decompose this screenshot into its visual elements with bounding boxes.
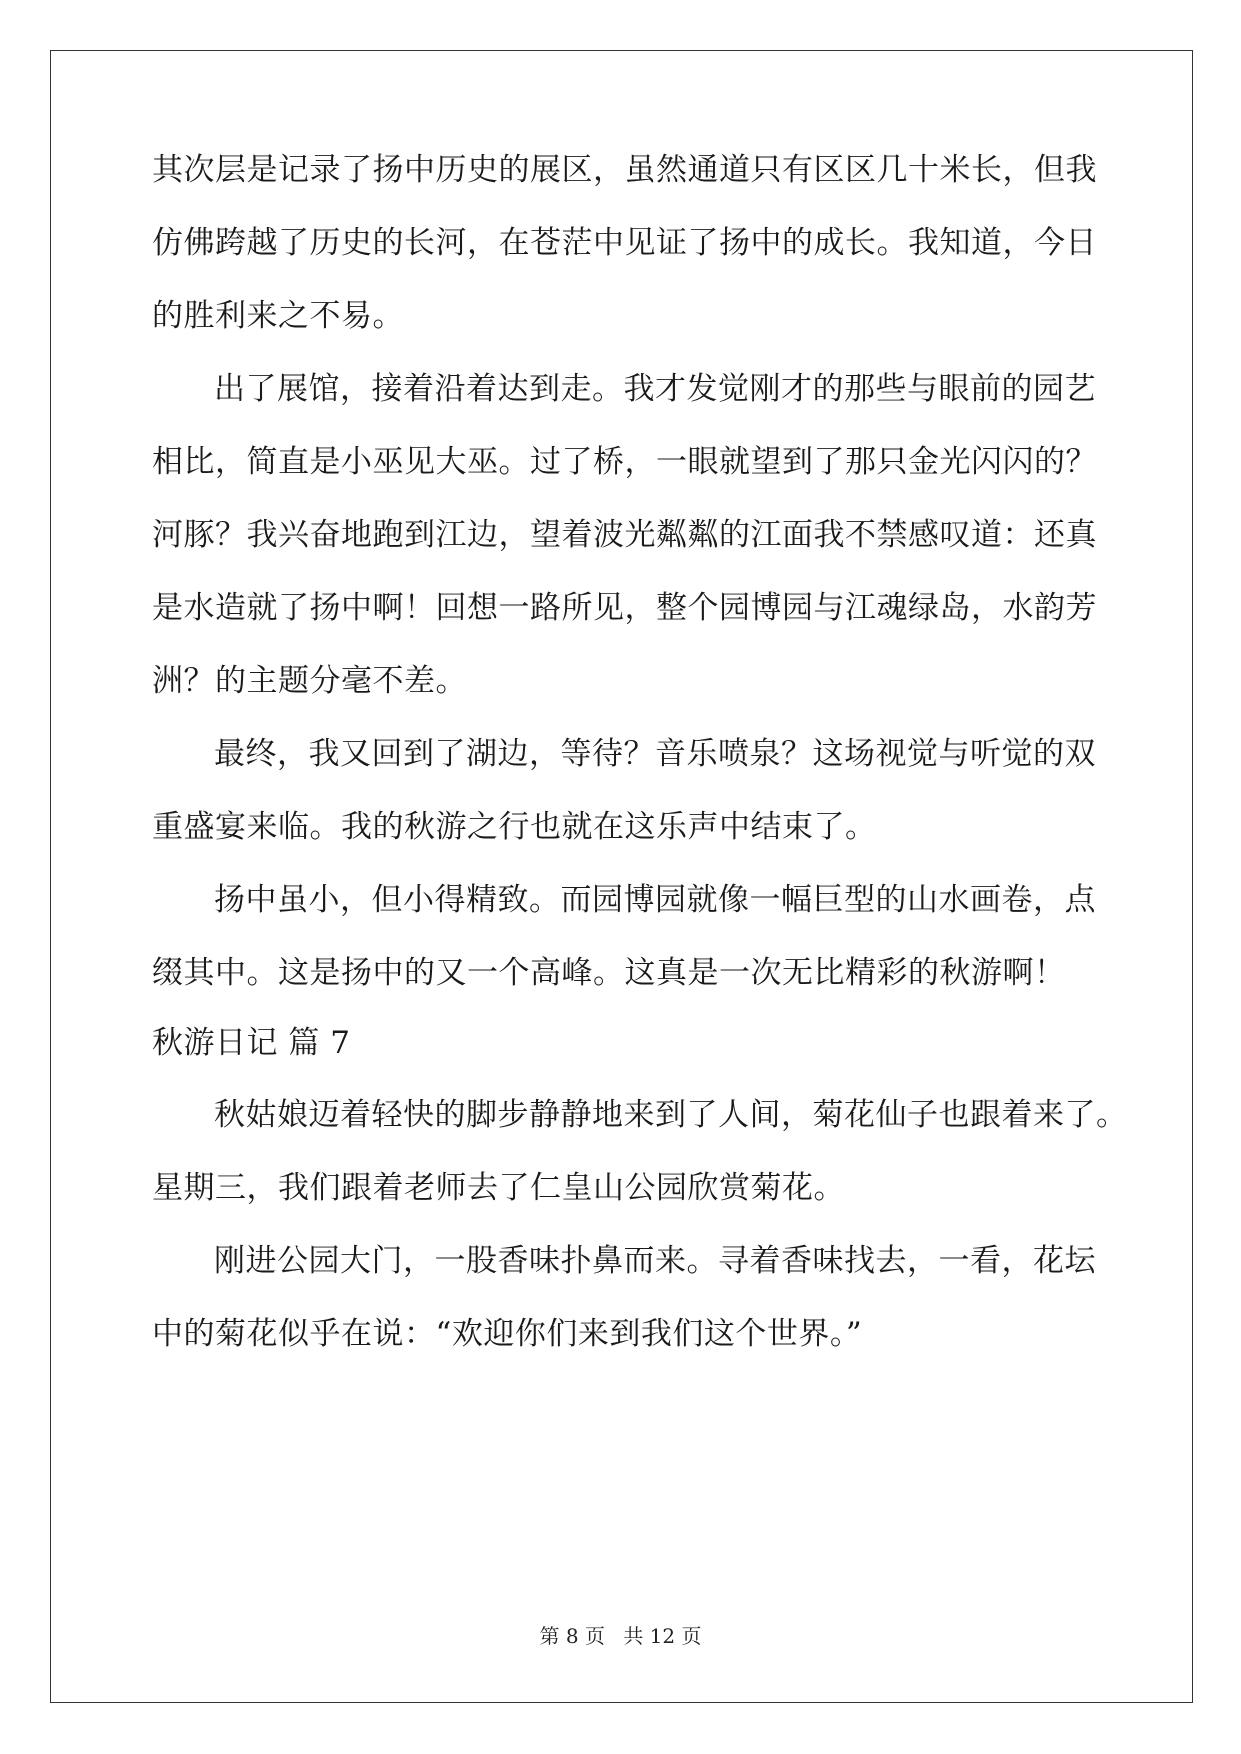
text-line: 的胜利来之不易。	[152, 298, 404, 334]
page-total: 共 12 页	[623, 1624, 702, 1648]
text-line: 出了展馆，接着沿着达到走。我才发觉刚才的那些与眼前的园艺	[214, 371, 1096, 407]
text-line: 是水造就了扬中啊！回想一路所见，整个园博园与江魂绿岛，水韵芳	[152, 590, 1097, 626]
text-line: 仿佛跨越了历史的长河，在苍茫中见证了扬中的成长。我知道，今日	[152, 225, 1097, 261]
text-line: 中的菊花似乎在说：“欢迎你们来到我们这个世界。”	[152, 1316, 863, 1352]
page-footer	[0, 1620, 1241, 1649]
text-line: 河豚？我兴奋地跑到江边，望着波光粼粼的江面我不禁感叹道：还真	[152, 517, 1097, 553]
text-line: 星期三，我们跟着老师去了仁皇山公园欣赏菊花。	[152, 1170, 845, 1206]
text-line: 其次层是记录了扬中历史的展区，虽然通道只有区区几十米长，但我	[152, 152, 1097, 188]
text-line: 相比，简直是小巫见大巫。过了桥，一眼就望到了那只金光闪闪的？	[152, 444, 1097, 480]
section-heading: 秋游日记 篇 7	[152, 1025, 351, 1061]
text-line: 扬中虽小，但小得精致。而园博园就像一幅巨型的山水画卷，点	[214, 882, 1096, 918]
text-line: 刚进公园大门，一股香味扑鼻而来。寻着香味找去，一看，花坛	[214, 1243, 1096, 1279]
text-line: 秋姑娘迈着轻快的脚步静静地来到了人间，菊花仙子也跟着来了。	[214, 1097, 1128, 1133]
text-line: 重盛宴来临。我的秋游之行也就在这乐声中结束了。	[152, 809, 877, 845]
text-line: 缀其中。这是扬中的又一个高峰。这真是一次无比精彩的秋游啊！	[152, 955, 1066, 991]
text-line: 洲？的主题分毫不差。	[152, 663, 467, 699]
text-line: 最终，我又回到了湖边，等待？音乐喷泉？这场视觉与听觉的双	[214, 736, 1096, 772]
page-number: 第 8 页	[539, 1624, 605, 1648]
